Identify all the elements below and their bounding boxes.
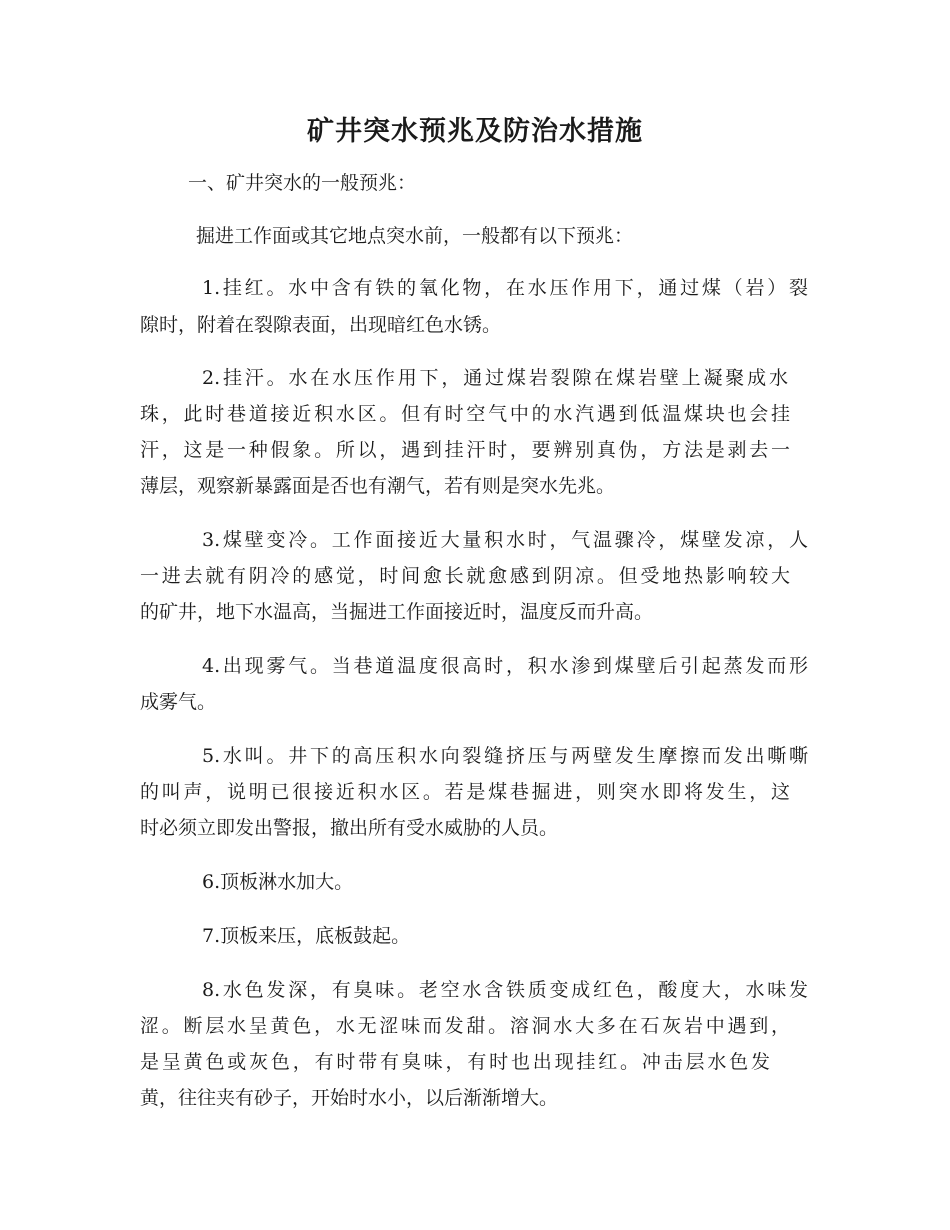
paragraph-line: 4.出现雾气。当巷道温度很高时，积水渗到煤壁后引起蒸发而形 — [202, 655, 808, 677]
paragraph-line: 7.顶板来压，底板鼓起。 — [202, 925, 411, 947]
paragraph-line: 的叫声，说明已很接近积水区。若是煤巷掘进，则突水即将发生，这 — [140, 781, 790, 803]
paragraph-line: 5.水叫。井下的高压积水向裂缝挤压与两壁发生摩擦而发出嘶嘶 — [202, 745, 808, 767]
paragraph-line: 黄，往往夹有砂子，开始时水小，以后渐渐增大。 — [140, 1087, 559, 1109]
paragraph-line: 汗，这是一种假象。所以，遇到挂汗时，要辨别真伪，方法是剥去一 — [140, 439, 790, 461]
paragraph-line: 成雾气。 — [140, 691, 217, 713]
paragraph-line: 涩。断层水呈黄色，水无涩味而发甜。溶洞水大多在石灰岩中遇到， — [140, 1015, 790, 1037]
paragraph-line: 一进去就有阴冷的感觉，时间愈长就愈感到阴凉。但受地热影响较大 — [140, 565, 790, 587]
paragraph-line: 薄层，观察新暴露面是否也有潮气，若有则是突水先兆。 — [140, 475, 616, 497]
paragraph-line: 隙时，附着在裂隙表面，出现暗红色水锈。 — [140, 314, 502, 336]
paragraph-line: 是呈黄色或灰色，有时带有臭味，有时也出现挂红。冲击层水色发 — [140, 1051, 770, 1073]
paragraph-line: 3.煤壁变冷。工作面接近大量积水时，气温骤冷，煤壁发凉，人 — [202, 529, 808, 551]
paragraph-line: 2.挂汗。水在水压作用下，通过煤岩裂隙在煤岩壁上凝聚成水 — [202, 367, 788, 389]
paragraph-line: 的矿井，地下水温高，当掘进工作面接近时，温度反而升高。 — [140, 601, 654, 623]
paragraph-line: 8.水色发深，有臭味。老空水含铁质变成红色，酸度大，水味发 — [202, 979, 808, 1001]
section-heading: 一、矿井突水的一般预兆： — [188, 172, 417, 194]
intro-paragraph: 掘进工作面或其它地点突水前，一般都有以下预兆： — [196, 225, 634, 247]
paragraph-line: 珠，此时巷道接近积水区。但有时空气中的水汽遇到低温煤块也会挂 — [140, 403, 790, 425]
document-title: 矿井突水预兆及防治水措施 — [307, 116, 643, 147]
paragraph-line: 1.挂红。水中含有铁的氧化物，在水压作用下，通过煤（岩）裂 — [202, 277, 808, 299]
paragraph-line: 时必须立即发出警报，撤出所有受水威胁的人员。 — [140, 817, 559, 839]
paragraph-line: 6.顶板淋水加大。 — [202, 871, 354, 893]
